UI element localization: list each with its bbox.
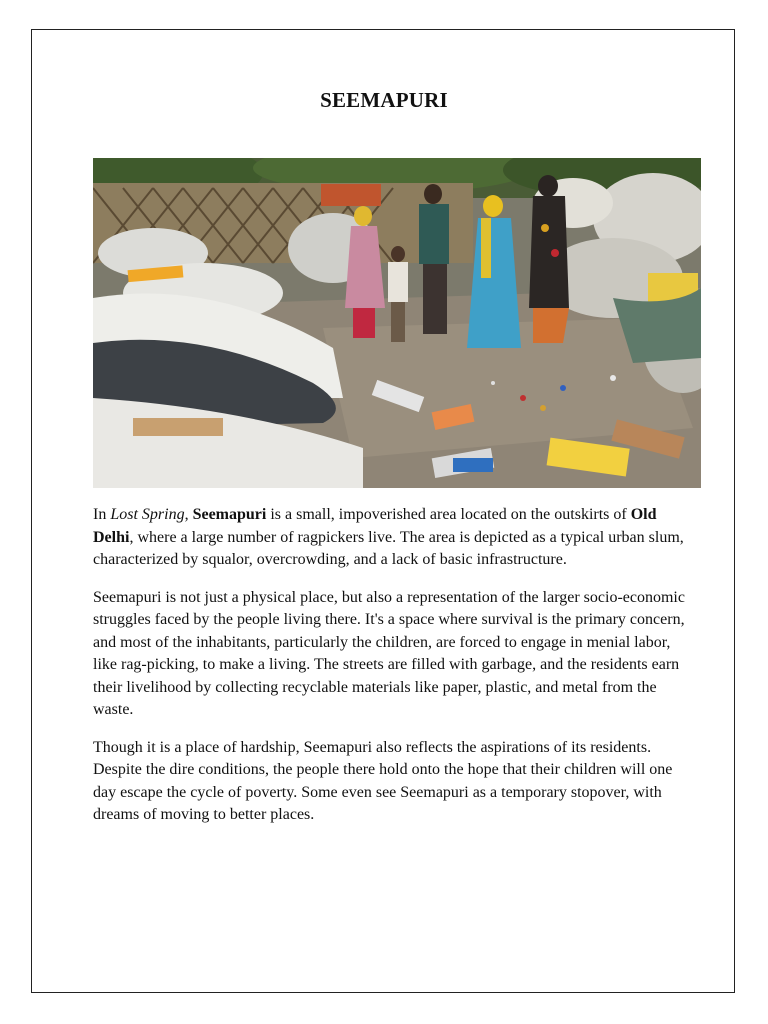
page-title: SEEMAPURI [320, 88, 448, 112]
book-title-italic: Lost Spring [110, 506, 185, 523]
paragraph-1 [93, 504, 693, 572]
text-run: is a small, impoverished area located on the outskirts of [266, 506, 631, 523]
text-run: In [93, 506, 111, 523]
body-text [93, 504, 693, 842]
city-name-bold: Old Delhi [93, 506, 657, 546]
place-name-bold: Seemapuri [192, 506, 267, 523]
text-run: , [184, 506, 193, 523]
paragraph-3: Though it is a place of hardship, Seemapuri also reflects the aspirations of its residents. Despite the dire conditions, the people there hold onto the hope that their children will one day escape the cycle of poverty. Some even see Seemapuri as a temporary stopover, with dreams of moving to better places. [93, 738, 673, 823]
paragraph-2: Seemapuri is not just a physical place, but also a representation of the larger socio-economic struggles faced by the people living there. It's a space where survival is the primary concern, and most of the inhabitants, particularly the children, are forced to engage in menial labor, like rag-picking, to make a living. The streets are filled with garbage, and the residents earn their livelihood by collecting recyclable materials like paper, plastic, and metal from the waste. [93, 588, 685, 718]
slum-photo [93, 158, 701, 488]
text-run: , where a large number of ragpickers live. The area is depicted as a typical urban slum, characterized by squalor, overcrowding, and a lack of basic infrastructure. [93, 528, 684, 568]
